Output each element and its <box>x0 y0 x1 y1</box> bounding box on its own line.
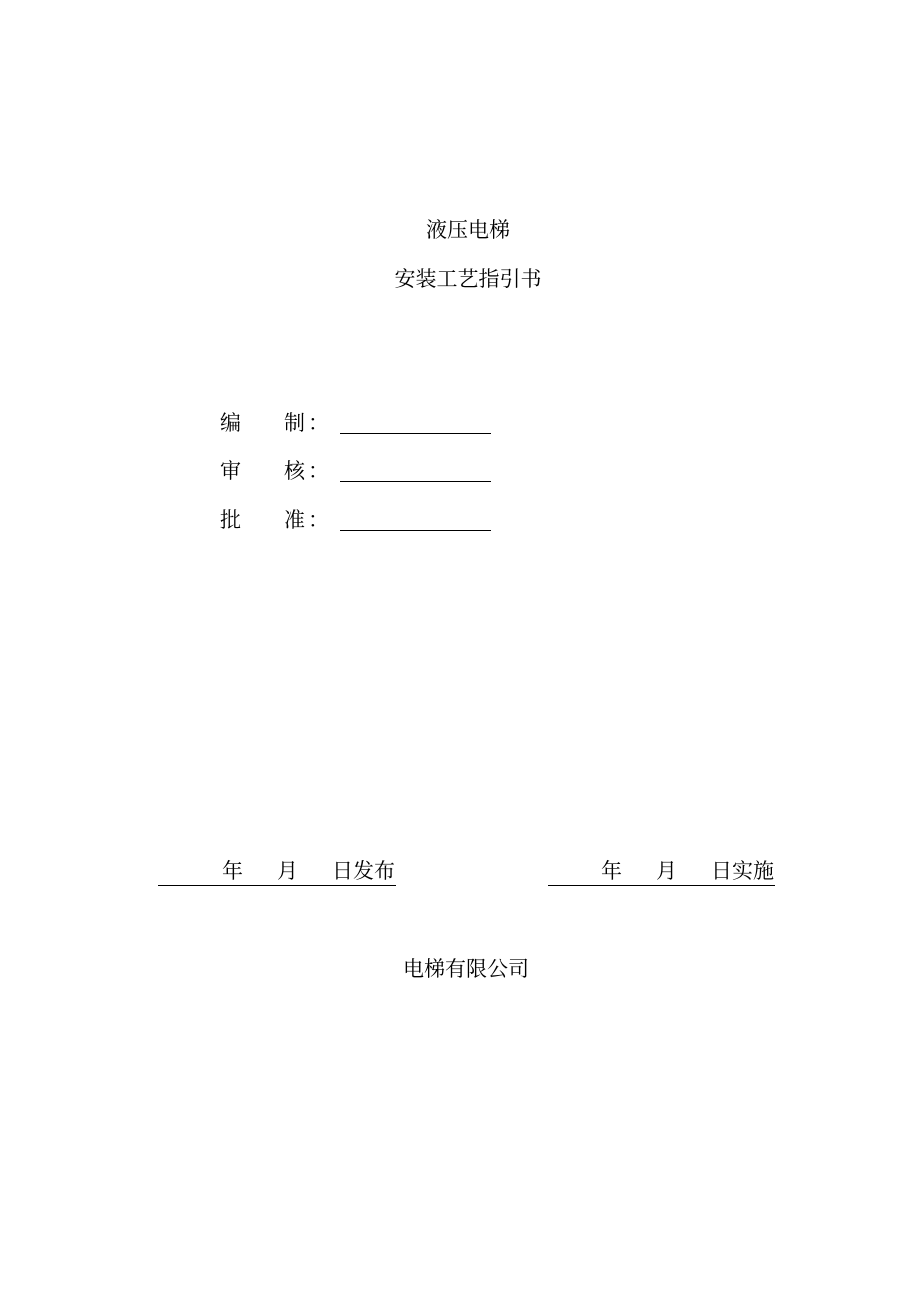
signature-blank-line <box>340 433 491 434</box>
document-title: 液压电梯 <box>426 218 510 242</box>
signature-row-compiled <box>220 410 500 436</box>
publish-date <box>158 857 396 886</box>
signature-blank-line <box>340 530 491 531</box>
publish-month-label: 月 <box>277 859 298 883</box>
signature-row-reviewed <box>220 458 500 484</box>
implement-date <box>548 857 775 886</box>
company-name: 电梯有限公司 <box>403 957 529 981</box>
implement-month-label: 月 <box>656 859 677 883</box>
signature-colon: ： <box>308 411 329 435</box>
signature-label-char: 编 <box>220 411 241 435</box>
signature-colon: ： <box>308 459 329 483</box>
signature-label-char: 核 <box>284 459 305 483</box>
signature-colon: ： <box>308 508 329 532</box>
implement-year-label: 年 <box>601 859 622 883</box>
implement-day-label: 日实施 <box>711 859 774 883</box>
signature-label-char: 批 <box>220 508 241 532</box>
signature-label-char: 准 <box>284 508 305 532</box>
publish-day-label: 日发布 <box>332 859 395 883</box>
signature-row-approved <box>220 507 500 533</box>
signature-label-char: 审 <box>220 459 241 483</box>
publish-year-label: 年 <box>222 859 243 883</box>
signature-blank-line <box>340 481 491 482</box>
signature-label-char: 制 <box>284 411 305 435</box>
document-subtitle: 安装工艺指引书 <box>394 267 542 291</box>
